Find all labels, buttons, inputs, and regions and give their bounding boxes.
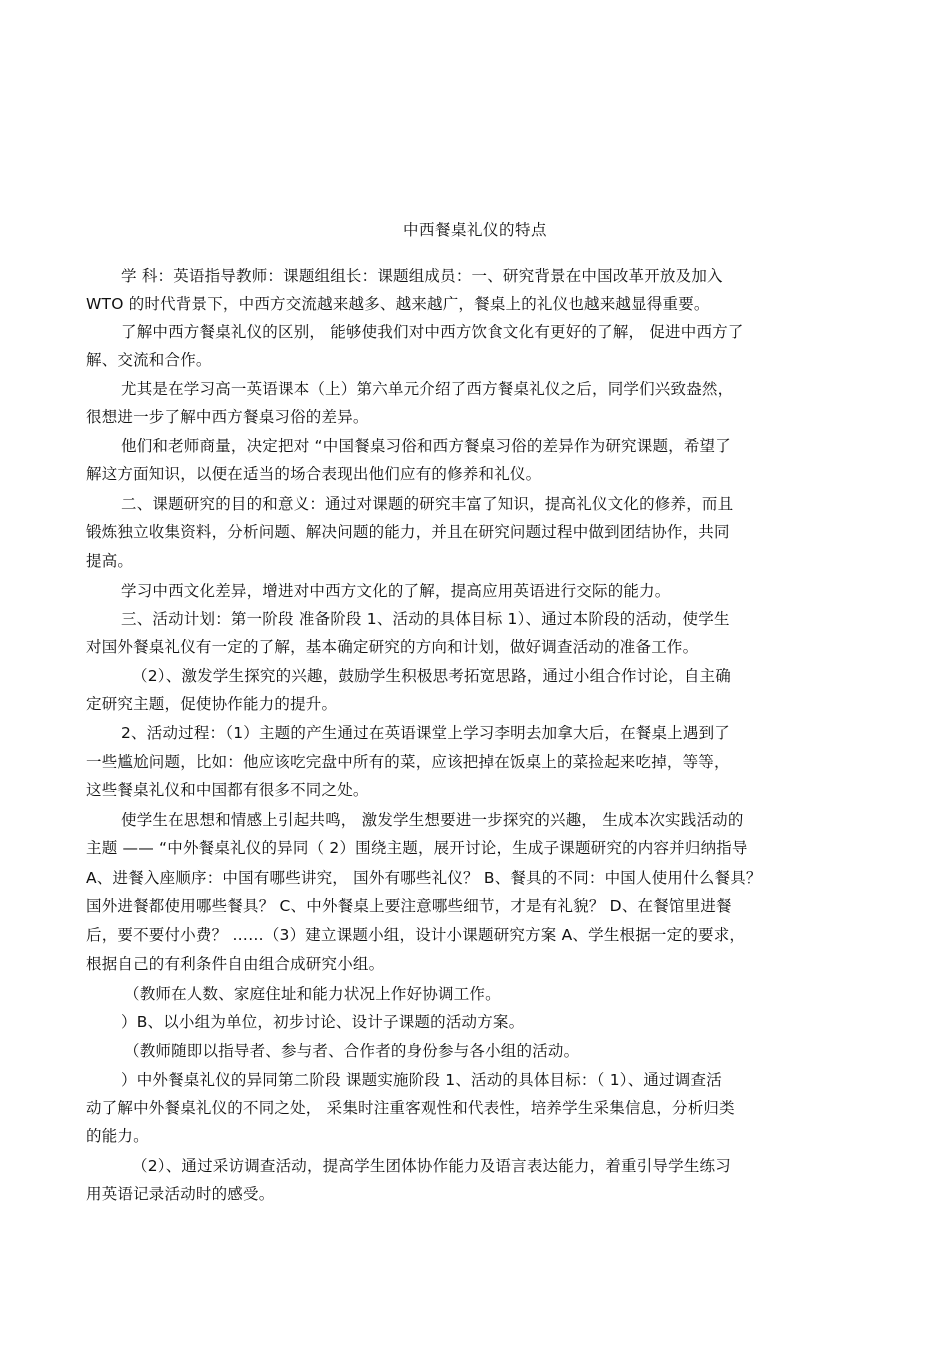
paragraph-line: 动了解中外餐桌礼仪的不同之处， 采集时注重客观性和代表性，培养学生采集信息，分析归类	[86, 1099, 735, 1117]
paragraph-line: 一些尴尬问题，比如：他应该吃完盘中所有的菜，应该把掉在饭桌上的菜捡起来吃掉，等等，	[86, 753, 730, 771]
paragraph-line: 锻炼独立收集资料，分析问题、解决问题的能力，并且在研究问题过程中做到团结协作，共同	[86, 523, 730, 541]
paragraph-line: 的能力。	[86, 1127, 149, 1145]
paragraph-line: 2、活动过程：（1）主题的产生通过在英语课堂上学习李明去加拿大后，在餐桌上遇到了	[121, 724, 730, 742]
paragraph-line: 解这方面知识，以便在适当的场合表现出他们应有的修养和礼仪。	[86, 465, 542, 483]
paragraph-line: （教师在人数、家庭住址和能力状况上作好协调工作。	[124, 985, 501, 1003]
paragraph-line: 解、交流和合作。	[86, 351, 212, 369]
paragraph-line: 这些餐桌礼仪和中国都有很多不同之处。	[86, 781, 369, 799]
paragraph-line: 学 科：英语指导教师：课题组组长：课题组成员：一、研究背景在中国改革开放及加入	[121, 267, 723, 285]
paragraph-line: 提高。	[86, 552, 134, 570]
paragraph-line: 很想进一步了解中西方餐桌习俗的差异。	[86, 408, 369, 426]
paragraph-line: 学习中西文化差异，增进对中西方文化的了解，提高应用英语进行交际的能力。	[121, 582, 671, 600]
paragraph-line: 用英语记录活动时的感受。	[86, 1185, 275, 1203]
paragraph-line: 二、课题研究的目的和意义：通过对课题的研究丰富了知识，提高礼仪文化的修养，而且	[121, 495, 734, 513]
paragraph-line: （教师随即以指导者、参与者、合作者的身份参与各小组的活动。	[124, 1042, 580, 1060]
paragraph-line: （2）、通过采访调查活动，提高学生团体协作能力及语言表达能力，着重引导学生练习	[132, 1157, 731, 1175]
paragraph-line: 主题 —— “中外餐桌礼仪的异同（ 2）围绕主题，展开讨论，生成子课题研究的内容并归纳指导	[86, 839, 748, 857]
paragraph-line: 后，要不要付小费？ ……（3）建立课题小组，设计小课题研究方案 A、学生根据一定的要求，	[86, 926, 746, 944]
paragraph-line: ）中外餐桌礼仪的异同第二阶段 课题实施阶段 1、活动的具体目标：（ 1）、通过调查活	[121, 1071, 722, 1089]
paragraph-line: 使学生在思想和情感上引起共鸣， 激发学生想要进一步探究的兴趣， 生成本次实践活动的	[121, 811, 744, 829]
paragraph-line: A、进餐入座顺序：中国有哪些讲究， 国外有哪些礼仪？ B、餐具的不同：中国人使用什么餐具？	[86, 869, 762, 887]
paragraph-line: 尤其是在学习高一英语课本（上）第六单元介绍了西方餐桌礼仪之后，同学们兴致盎然，	[121, 380, 734, 398]
paragraph-line: WTO 的时代背景下，中西方交流越来越多、越来越广，餐桌上的礼仪也越来越显得重要。	[86, 295, 710, 313]
paragraph-line: 了解中西方餐桌礼仪的区别， 能够使我们对中西方饮食文化有更好的了解， 促进中西方了	[121, 323, 744, 341]
paragraph-line: 根据自己的有利条件自由组合成研究小组。	[86, 955, 385, 973]
paragraph-line: 三、活动计划：第一阶段 准备阶段 1、活动的具体目标 1）、通过本阶段的活动，使学生	[121, 610, 730, 628]
paragraph-line: 他们和老师商量，决定把对 “中国餐桌习俗和西方餐桌习俗的差异作为研究课题，希望了	[121, 437, 731, 455]
paragraph-line: ）B、以小组为单位，初步讨论、设计子课题的活动方案。	[121, 1013, 525, 1031]
paragraph-line: 定研究主题，促使协作能力的提升。	[86, 695, 338, 713]
document-title: 中西餐桌礼仪的特点	[402, 221, 547, 239]
paragraph-line: （2）、激发学生探究的兴趣，鼓励学生积极思考拓宽思路，通过小组合作讨论，自主确	[132, 667, 731, 685]
paragraph-line: 国外进餐都使用哪些餐具？ C、中外餐桌上要注意哪些细节，才是有礼貌？ D、在餐馆里进餐	[86, 897, 732, 915]
paragraph-line: 对国外餐桌礼仪有一定的了解，基本确定研究的方向和计划，做好调查活动的准备工作。	[86, 638, 699, 656]
